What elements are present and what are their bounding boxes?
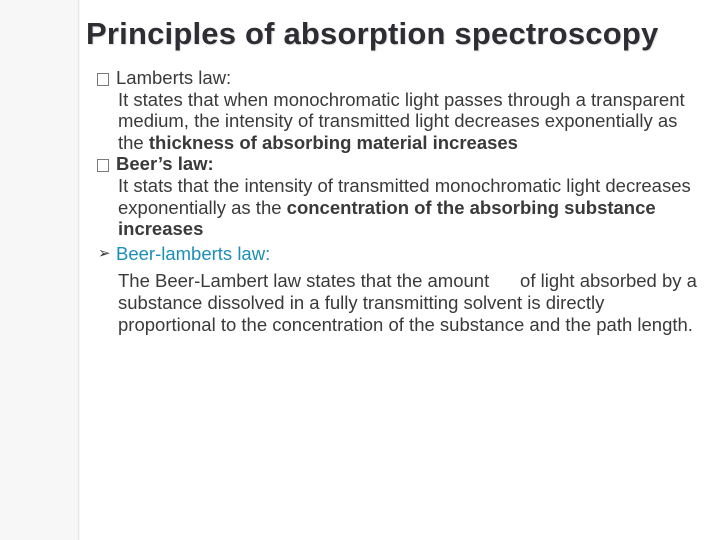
bullet-body (116, 270, 706, 335)
body-plain-text: It stats that the intensity of transmitted monochromatic light decreases exponentially as the (118, 174, 691, 218)
body-plain-text: The Beer-Lambert law states that the amount of light absorbed by a substance dissolved in a fully transmitting solvent is directly proportional to the concentration of the substance and the path length. (118, 270, 703, 335)
bullet-body (116, 89, 706, 154)
bullet-item-beer-lamberts-law: ➢ Beer-lamberts law: The Beer-Lambert law states that the amount of light absorbed by a substance dissolved in a fully transmitting solvent is directly proportional to the concentration of the substance and the path length. (96, 243, 706, 335)
bullet-heading: Lamberts law: (116, 67, 232, 88)
bullet-body (116, 175, 706, 240)
bullet-item-beers-law (96, 153, 706, 239)
left-decorative-band (0, 0, 80, 540)
left-band-divider (78, 0, 79, 540)
body-plain-text: It states that when monochromatic light passes through a transparent medium, the intensity of transmitted light decreases exponentially as the (118, 88, 685, 153)
body-bold-text: thickness of absorbing material increases (148, 131, 518, 153)
slide-content (96, 67, 706, 335)
bullet-heading: Beer’s law: (116, 153, 214, 175)
bullet-heading: Beer-lamberts law: (116, 242, 271, 264)
body-bold-text: concentration of the absorbing substance increases (118, 196, 656, 240)
slide-title: Principles of absorption spectroscopy (86, 16, 659, 51)
bullet-item-lamberts-law (96, 67, 706, 153)
